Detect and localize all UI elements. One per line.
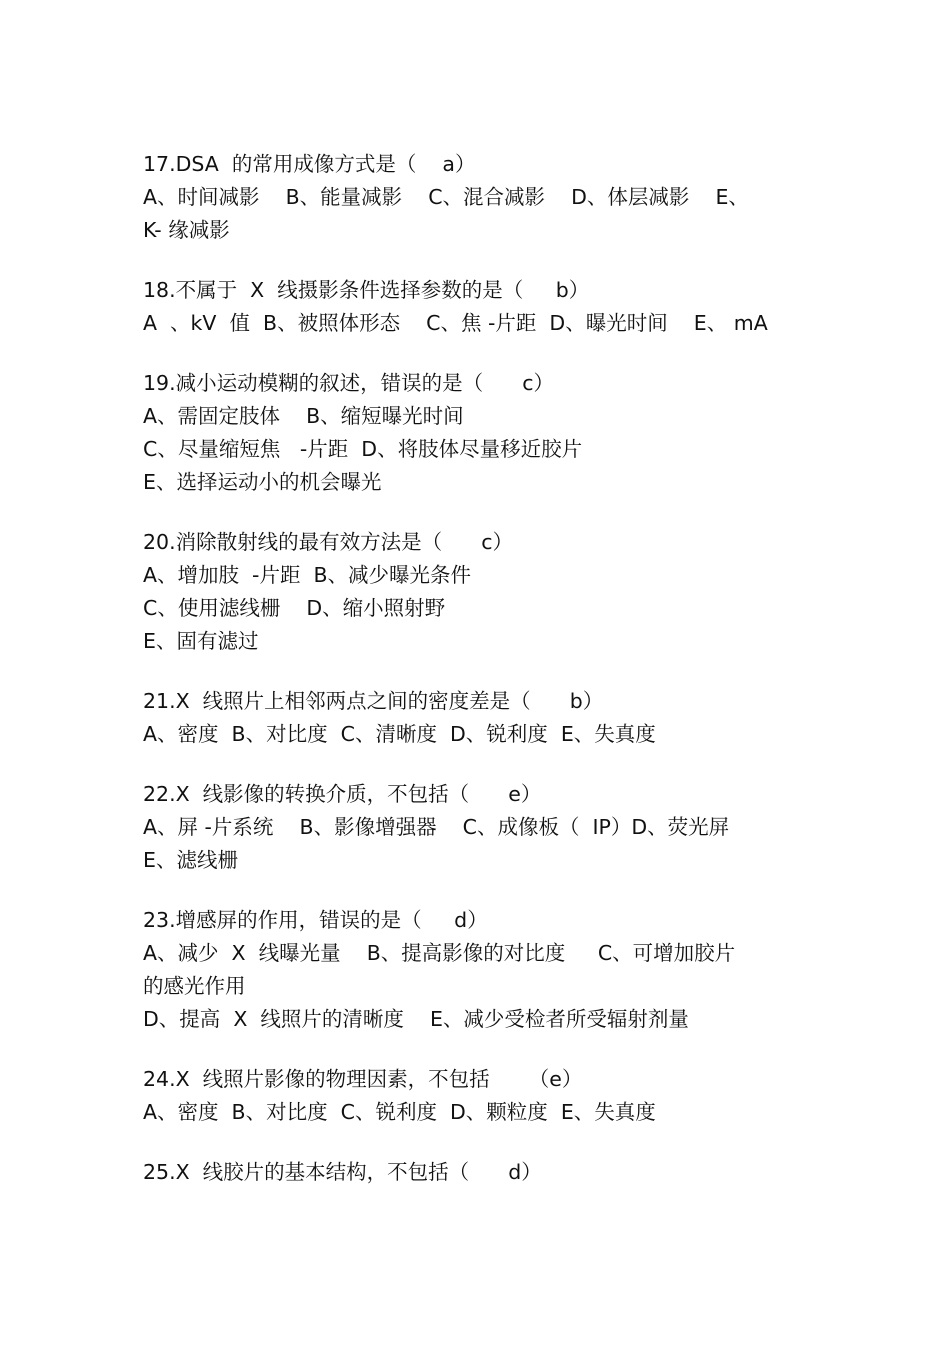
question-stem: 18.不属于 X 线摄影条件选择参数的是（ b）: [143, 278, 590, 302]
question-block: [143, 1156, 823, 1189]
question-stem: 17.DSA 的常用成像方式是（ a）: [143, 152, 476, 176]
answer-options-line: A 、kV 值 B、被照体形态 C、焦 -片距 D、曝光时间 E、 mA: [143, 311, 768, 335]
answer-options-line: E、选择运动小的机会曝光: [143, 470, 382, 494]
answer-options-line: A、密度 B、对比度 C、锐利度 D、颗粒度 E、失真度: [143, 1100, 656, 1124]
answer-options-line: C、尽量缩短焦 -片距 D、将肢体尽量移近胶片: [143, 437, 583, 461]
answer-options-line: 的感光作用: [143, 974, 246, 998]
answer-options-line: A、时间减影 B、能量减影 C、混合减影 D、体层减影 E、: [143, 185, 749, 209]
question-stem: 20.消除散射线的最有效方法是（ c）: [143, 530, 513, 554]
answer-options-line: C、使用滤线栅 D、缩小照射野: [143, 596, 446, 620]
question-stem: 25.X 线胶片的基本结构，不包括（ d）: [143, 1160, 542, 1184]
question-block: [143, 148, 823, 247]
question-stem: 21.X 线照片上相邻两点之间的密度差是（ b）: [143, 689, 604, 713]
answer-options-line: A、屏 -片系统 B、影像增强器 C、成像板（ IP）D、荧光屏: [143, 815, 730, 839]
question-block: [143, 367, 823, 499]
answer-options-line: A、增加肢 -片距 B、减少曝光条件: [143, 563, 472, 587]
answer-options-line: A、减少 X 线曝光量 B、提高影像的对比度 C、可增加胶片: [143, 941, 736, 965]
question-stem: 19.减小运动模糊的叙述，错误的是（ c）: [143, 371, 554, 395]
question-list: [143, 148, 823, 1216]
question-stem: 23.增感屏的作用，错误的是（ d）: [143, 908, 488, 932]
question-block: [143, 1063, 823, 1129]
question-stem: 22.X 线影像的转换介质，不包括（ e）: [143, 782, 542, 806]
question-block: [143, 274, 823, 340]
answer-options-line: E、滤线栅: [143, 848, 238, 872]
answer-options-line: A、密度 B、对比度 C、清晰度 D、锐利度 E、失真度: [143, 722, 656, 746]
question-block: [143, 904, 823, 1036]
question-block: [143, 526, 823, 658]
answer-options-line: D、提高 X 线照片的清晰度 E、减少受检者所受辐射剂量: [143, 1007, 689, 1031]
answer-options-line: K- 缘减影: [143, 218, 230, 242]
question-block: [143, 778, 823, 877]
answer-options-line: E、固有滤过: [143, 629, 259, 653]
question-stem: 24.X 线照片影像的物理因素，不包括 （e）: [143, 1067, 583, 1091]
question-block: [143, 685, 823, 751]
answer-options-line: A、需固定肢体 B、缩短曝光时间: [143, 404, 464, 428]
